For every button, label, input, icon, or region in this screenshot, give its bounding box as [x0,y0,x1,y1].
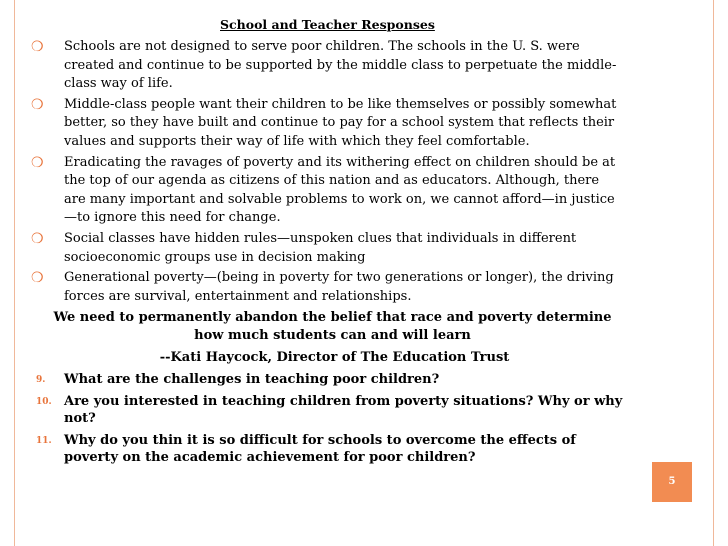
bullet-text: Schools are not designed to serve poor children. The schools in the U. S. were created and continue to be supported by the middle class to perpetuate the middle-class way of life. [64,39,617,92]
question-text: Why do you thin it is so difficult for schools to overcome the effects of poverty on the academic achievement for poor children? [64,432,576,465]
page-number-badge [652,462,692,502]
bullet-text: Eradicating the ravages of poverty and its withering effect on children should be at the top of our agenda as citizens of this nation and as educators. Although, there are many important and solvable problems to work on, we cannot afford—in justice—to ignore this need for change. [64,154,616,226]
list-item [30,96,620,152]
list-item [30,38,620,94]
question-list [30,371,630,471]
bullet-icon: ❍ [31,230,44,247]
bullet-list [30,38,620,308]
list-item [30,393,630,428]
list-item [30,230,620,267]
list-item [30,154,620,228]
bullet-text: Generational poverty—(being in poverty for two generations or longer), the driving forces are survival, entertainment and relationships. [64,270,614,304]
question-number: 9. [36,375,46,385]
question-text: Are you interested in teaching children from poverty situations? Why or why not? [64,393,623,426]
list-item [30,371,630,389]
bullet-icon: ❍ [31,96,44,113]
quote-text: We need to permanently abandon the belief that race and poverty determine how much students can and will learn [53,310,612,343]
slide-title: School and Teacher Responses [220,17,435,32]
list-item [30,432,630,467]
list-item [30,269,620,306]
page-number: 5 [668,476,676,487]
quote-attribution: --Kati Haycock, Director of The Education Trust [159,350,510,365]
bullet-icon: ❍ [31,39,44,55]
bullet-text: Middle-class people want their children to be like themselves or possibly somewhat better, so they have built and continue to pay for a school system that reflects their values and supports their way of life with which they feel comfortable. [64,96,617,149]
bullet-icon: ❍ [31,270,44,287]
bullet-icon: ❍ [31,154,44,171]
question-number: 11. [36,435,52,446]
question-text: What are the challenges in teaching poor children? [64,372,440,387]
bullet-text: Social classes have hidden rules—unspoken clues that individuals in different socioeconomic groups use in decision making [64,230,577,265]
question-number: 10. [36,396,52,407]
